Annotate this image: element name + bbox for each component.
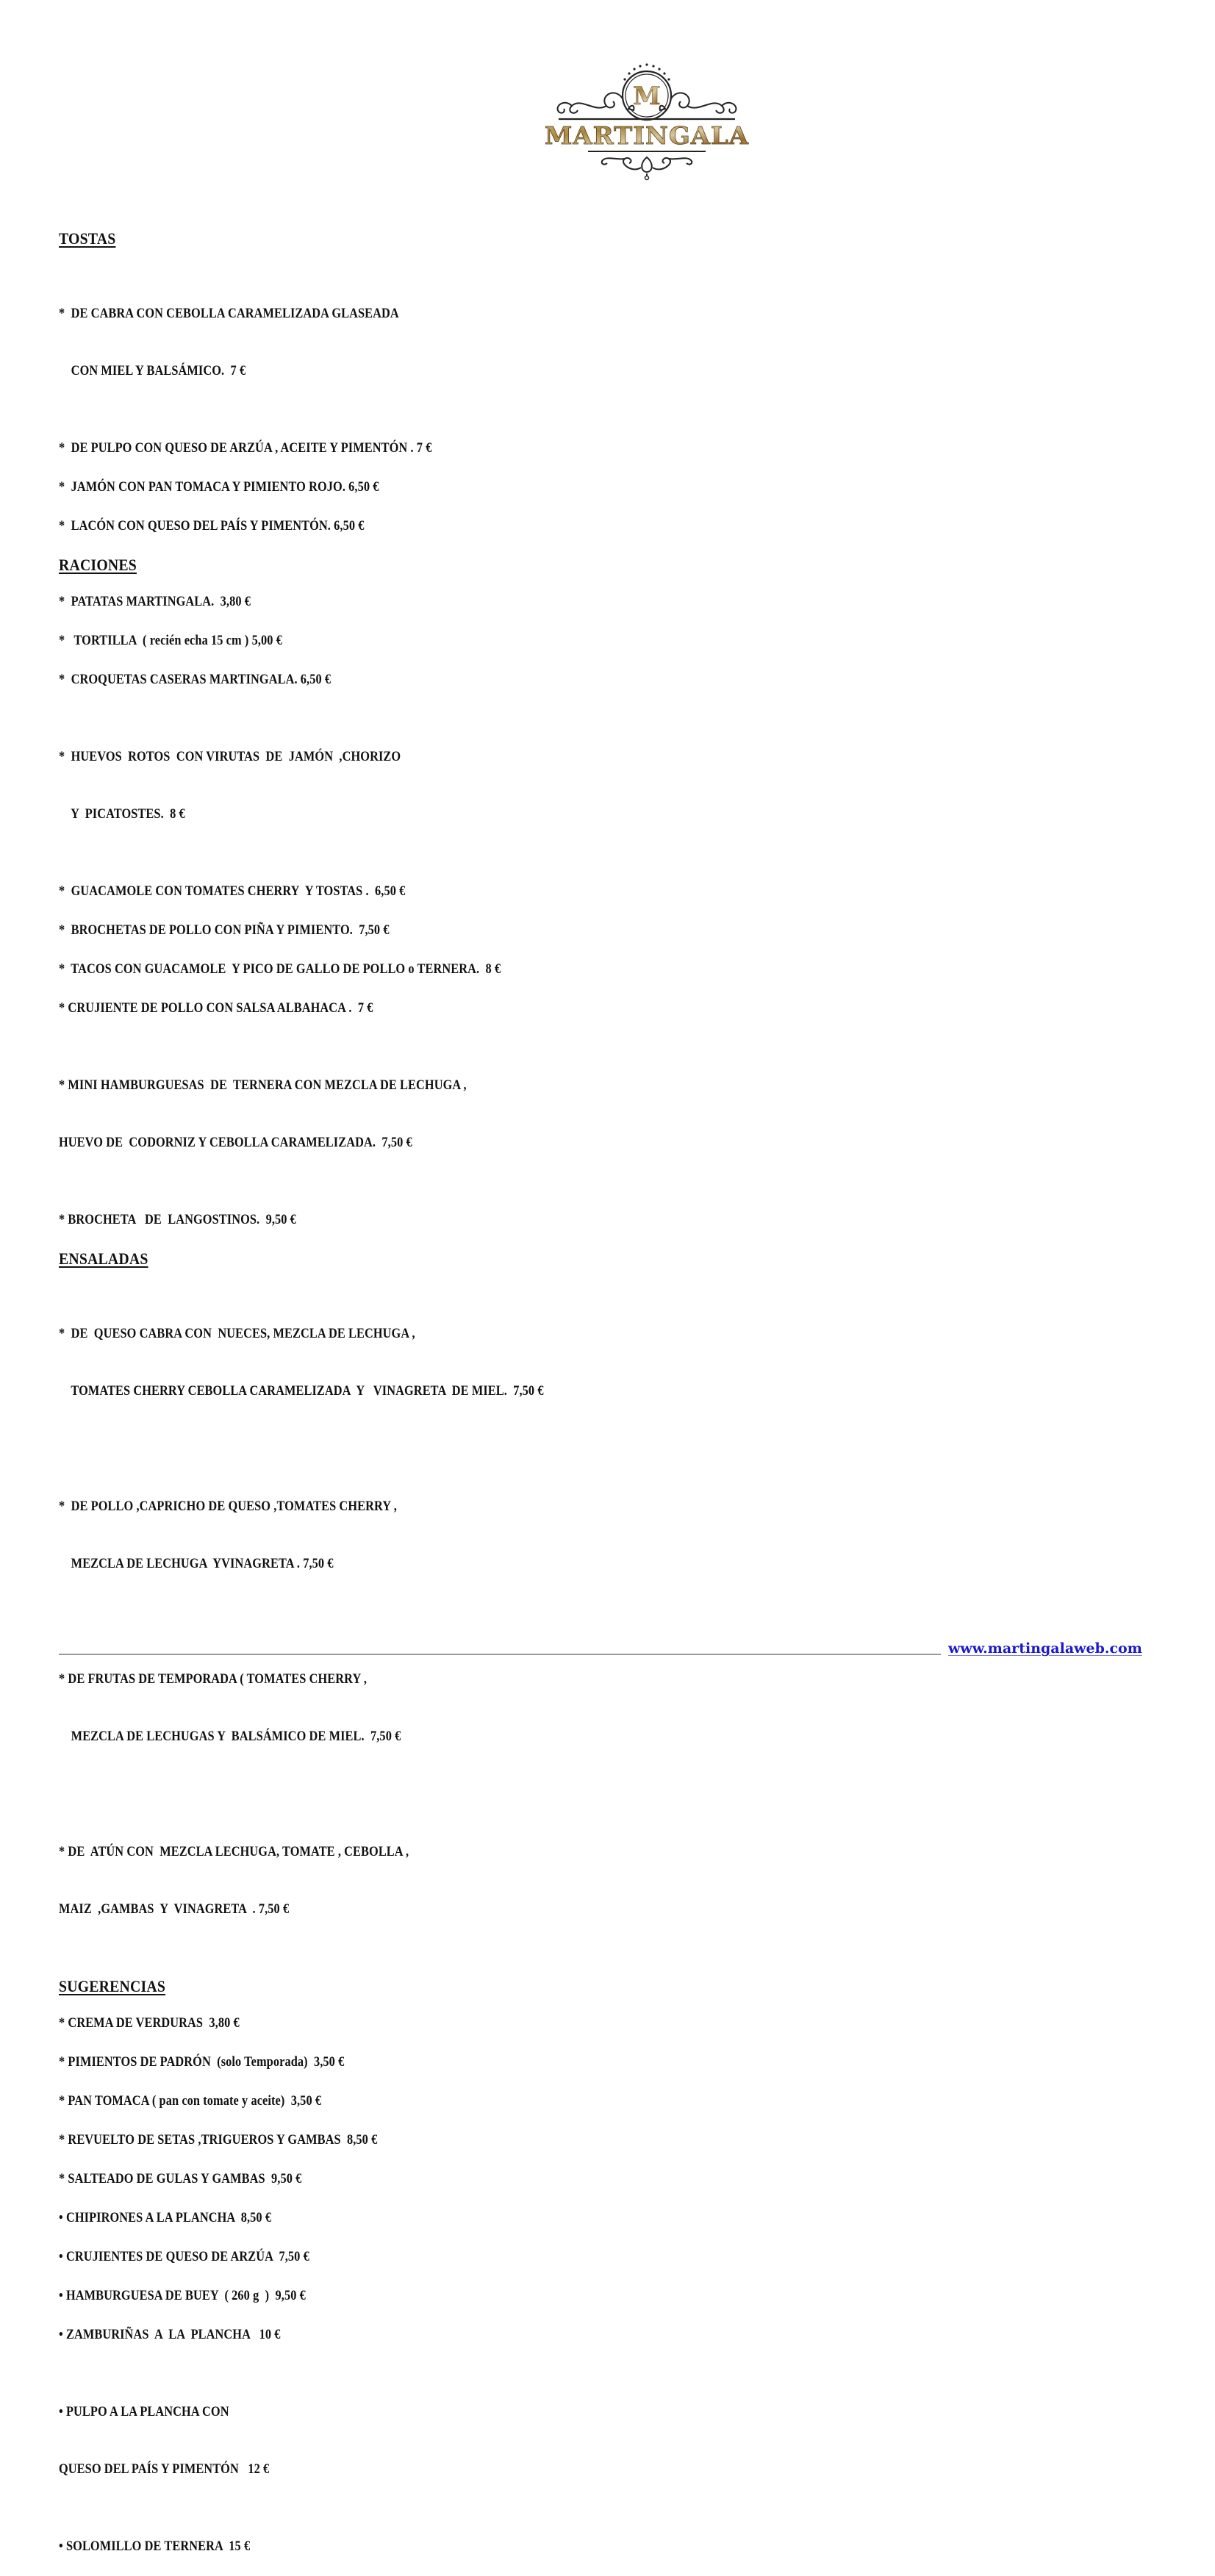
section-title: RACIONES [59, 556, 137, 574]
item-line: • CRUJIENTES DE QUESO DE ARZÚA 7,50 € [59, 2249, 309, 2264]
menu-item [59, 517, 944, 536]
menu-item [59, 2247, 944, 2267]
item-line: * DE FRUTAS DE TEMPORADA ( TOMATES CHERRY , [59, 1671, 368, 1687]
item-line: * DE PULPO CON QUESO DE ARZÚA , ACEITE Y PIMENTÓN . 7 € [59, 440, 432, 456]
menu-item [59, 2170, 944, 2189]
item-line: * CRUJIENTE DE POLLO CON SALSA ALBAHACA . 7 € [59, 1000, 373, 1016]
item-line: * CROQUETAS CASERAS MARTINGALA. 6,50 € [59, 672, 331, 687]
item-line: * DE ATÚN CON MEZCLA LECHUGA, TOMATE , CEBOLLA , [59, 1844, 409, 1859]
item-line: * MINI HAMBURGUESAS DE TERNERA CON MEZCLA DE LECHUGA , [59, 1077, 467, 1093]
menu-item [59, 670, 944, 689]
item-line: * BROCHETA DE LANGOSTINOS. 9,50 € [59, 1212, 296, 1227]
item-line: • PULPO A LA PLANCHA CON [59, 2404, 229, 2419]
menu-item [59, 266, 944, 419]
menu-item [59, 921, 944, 940]
menu-item [59, 2325, 944, 2344]
menu-item [59, 2053, 944, 2072]
item-line: TOMATES CHERRY CEBOLLA CARAMELIZADA Y VINAGRETA DE MIEL. 7,50 € [59, 1383, 544, 1399]
item-line: * DE QUESO CABRA CON NUECES, MEZCLA DE LECHUGA , [59, 1326, 415, 1341]
footer-divider [59, 1654, 941, 1655]
item-line: MAIZ ,GAMBAS Y VINAGRETA . 7,50 € [59, 1901, 290, 1917]
section-tostas [59, 229, 1088, 536]
item-line: * SALTEADO DE GULAS Y GAMBAS 9,50 € [59, 2171, 302, 2186]
section-title: ENSALADAS [59, 1249, 148, 1268]
menu-item [59, 882, 944, 901]
menu-item [59, 2131, 944, 2150]
menu-item [59, 439, 944, 458]
item-line: * PATATAS MARTINGALA. 3,80 € [59, 594, 251, 609]
item-line: • SOLOMILLO DE TERNERA 15 € [59, 2539, 251, 2554]
menu-item [59, 2286, 944, 2306]
item-line: * GUACAMOLE CON TOMATES CHERRY Y TOSTAS . 6,50 € [59, 883, 406, 899]
section-title: TOSTAS [59, 229, 116, 248]
menu-item [59, 2209, 944, 2228]
martingala-logo [537, 53, 757, 182]
menu-item [59, 2364, 944, 2517]
section-ensaladas [59, 1249, 1088, 1957]
item-line: • CHIPIRONES A LA PLANCHA 8,50 € [59, 2210, 272, 2225]
item-line: QUESO DEL PAÍS Y PIMENTÓN 12 € [59, 2461, 270, 2477]
item-line: * TACOS CON GUACAMOLE Y PICO DE GALLO DE POLLO o TERNERA. 8 € [59, 961, 501, 977]
item-line: MEZCLA DE LECHUGAS Y BALSÁMICO DE MIEL. 7,50 € [59, 1729, 401, 1744]
menu-item [59, 1286, 944, 1439]
section-raciones [59, 556, 1088, 1230]
menu-item [59, 631, 944, 650]
menu-item [59, 2537, 944, 2556]
section-title: SUGERENCIAS [59, 1977, 166, 1995]
menu-item [59, 960, 944, 979]
item-line: * REVUELTO DE SETAS ,TRIGUEROS Y GAMBAS 8,50 € [59, 2132, 378, 2148]
menu-item [59, 1038, 944, 1191]
item-line: * CREMA DE VERDURAS 3,80 € [59, 2015, 240, 2031]
menu-item [59, 2092, 944, 2111]
item-line: HUEVO DE CODORNIZ Y CEBOLLA CARAMELIZADA. 7,50 € [59, 1135, 412, 1150]
menu-item [59, 1804, 944, 1957]
menu-item [59, 478, 944, 497]
logo-name: MARTINGALA [545, 121, 749, 150]
section-sugerencias [59, 1977, 1088, 2556]
menu-item [59, 592, 944, 611]
menu-item [59, 2014, 944, 2033]
item-line: * DE CABRA CON CEBOLLA CARAMELIZADA GLASEADA [59, 306, 399, 321]
item-line: * LACÓN CON QUESO DEL PAÍS Y PIMENTÓN. 6,50 € [59, 518, 365, 534]
item-line: * PIMIENTOS DE PADRÓN (solo Temporada) 3,50 € [59, 2054, 345, 2070]
item-line: Y PICATOSTES. 8 € [59, 806, 185, 822]
item-line: MEZCLA DE LECHUGA YVINAGRETA . 7,50 € [59, 1556, 334, 1571]
menu-item [59, 1459, 944, 1612]
item-line: * HUEVOS ROTOS CON VIRUTAS DE JAMÓN ,CHORIZO [59, 749, 401, 764]
item-line: • ZAMBURIÑAS A LA PLANCHA 10 € [59, 2327, 281, 2342]
item-line: * TORTILLA ( recién echa 15 cm ) 5,00 € [59, 633, 282, 648]
item-line: * PAN TOMACA ( pan con tomate y aceite) 3,50 € [59, 2093, 322, 2109]
logo-monogram: M [633, 82, 661, 111]
item-line: * DE POLLO ,CAPRICHO DE QUESO ,TOMATES CHERRY , [59, 1499, 397, 1514]
menu-content [59, 229, 1088, 2576]
menu-item [59, 999, 944, 1018]
item-line: * BROCHETAS DE POLLO CON PIÑA Y PIMIENTO. 7,50 € [59, 922, 390, 938]
item-line: • HAMBURGUESA DE BUEY ( 260 g ) 9,50 € [59, 2288, 306, 2303]
website-link[interactable]: www.martingalaweb.com [948, 1640, 1142, 1657]
menu-item [59, 709, 944, 862]
item-line: CON MIEL Y BALSÁMICO. 7 € [59, 363, 246, 378]
menu-item [59, 1210, 944, 1230]
item-line: * JAMÓN CON PAN TOMACA Y PIMIENTO ROJO. 6,50 € [59, 479, 379, 495]
